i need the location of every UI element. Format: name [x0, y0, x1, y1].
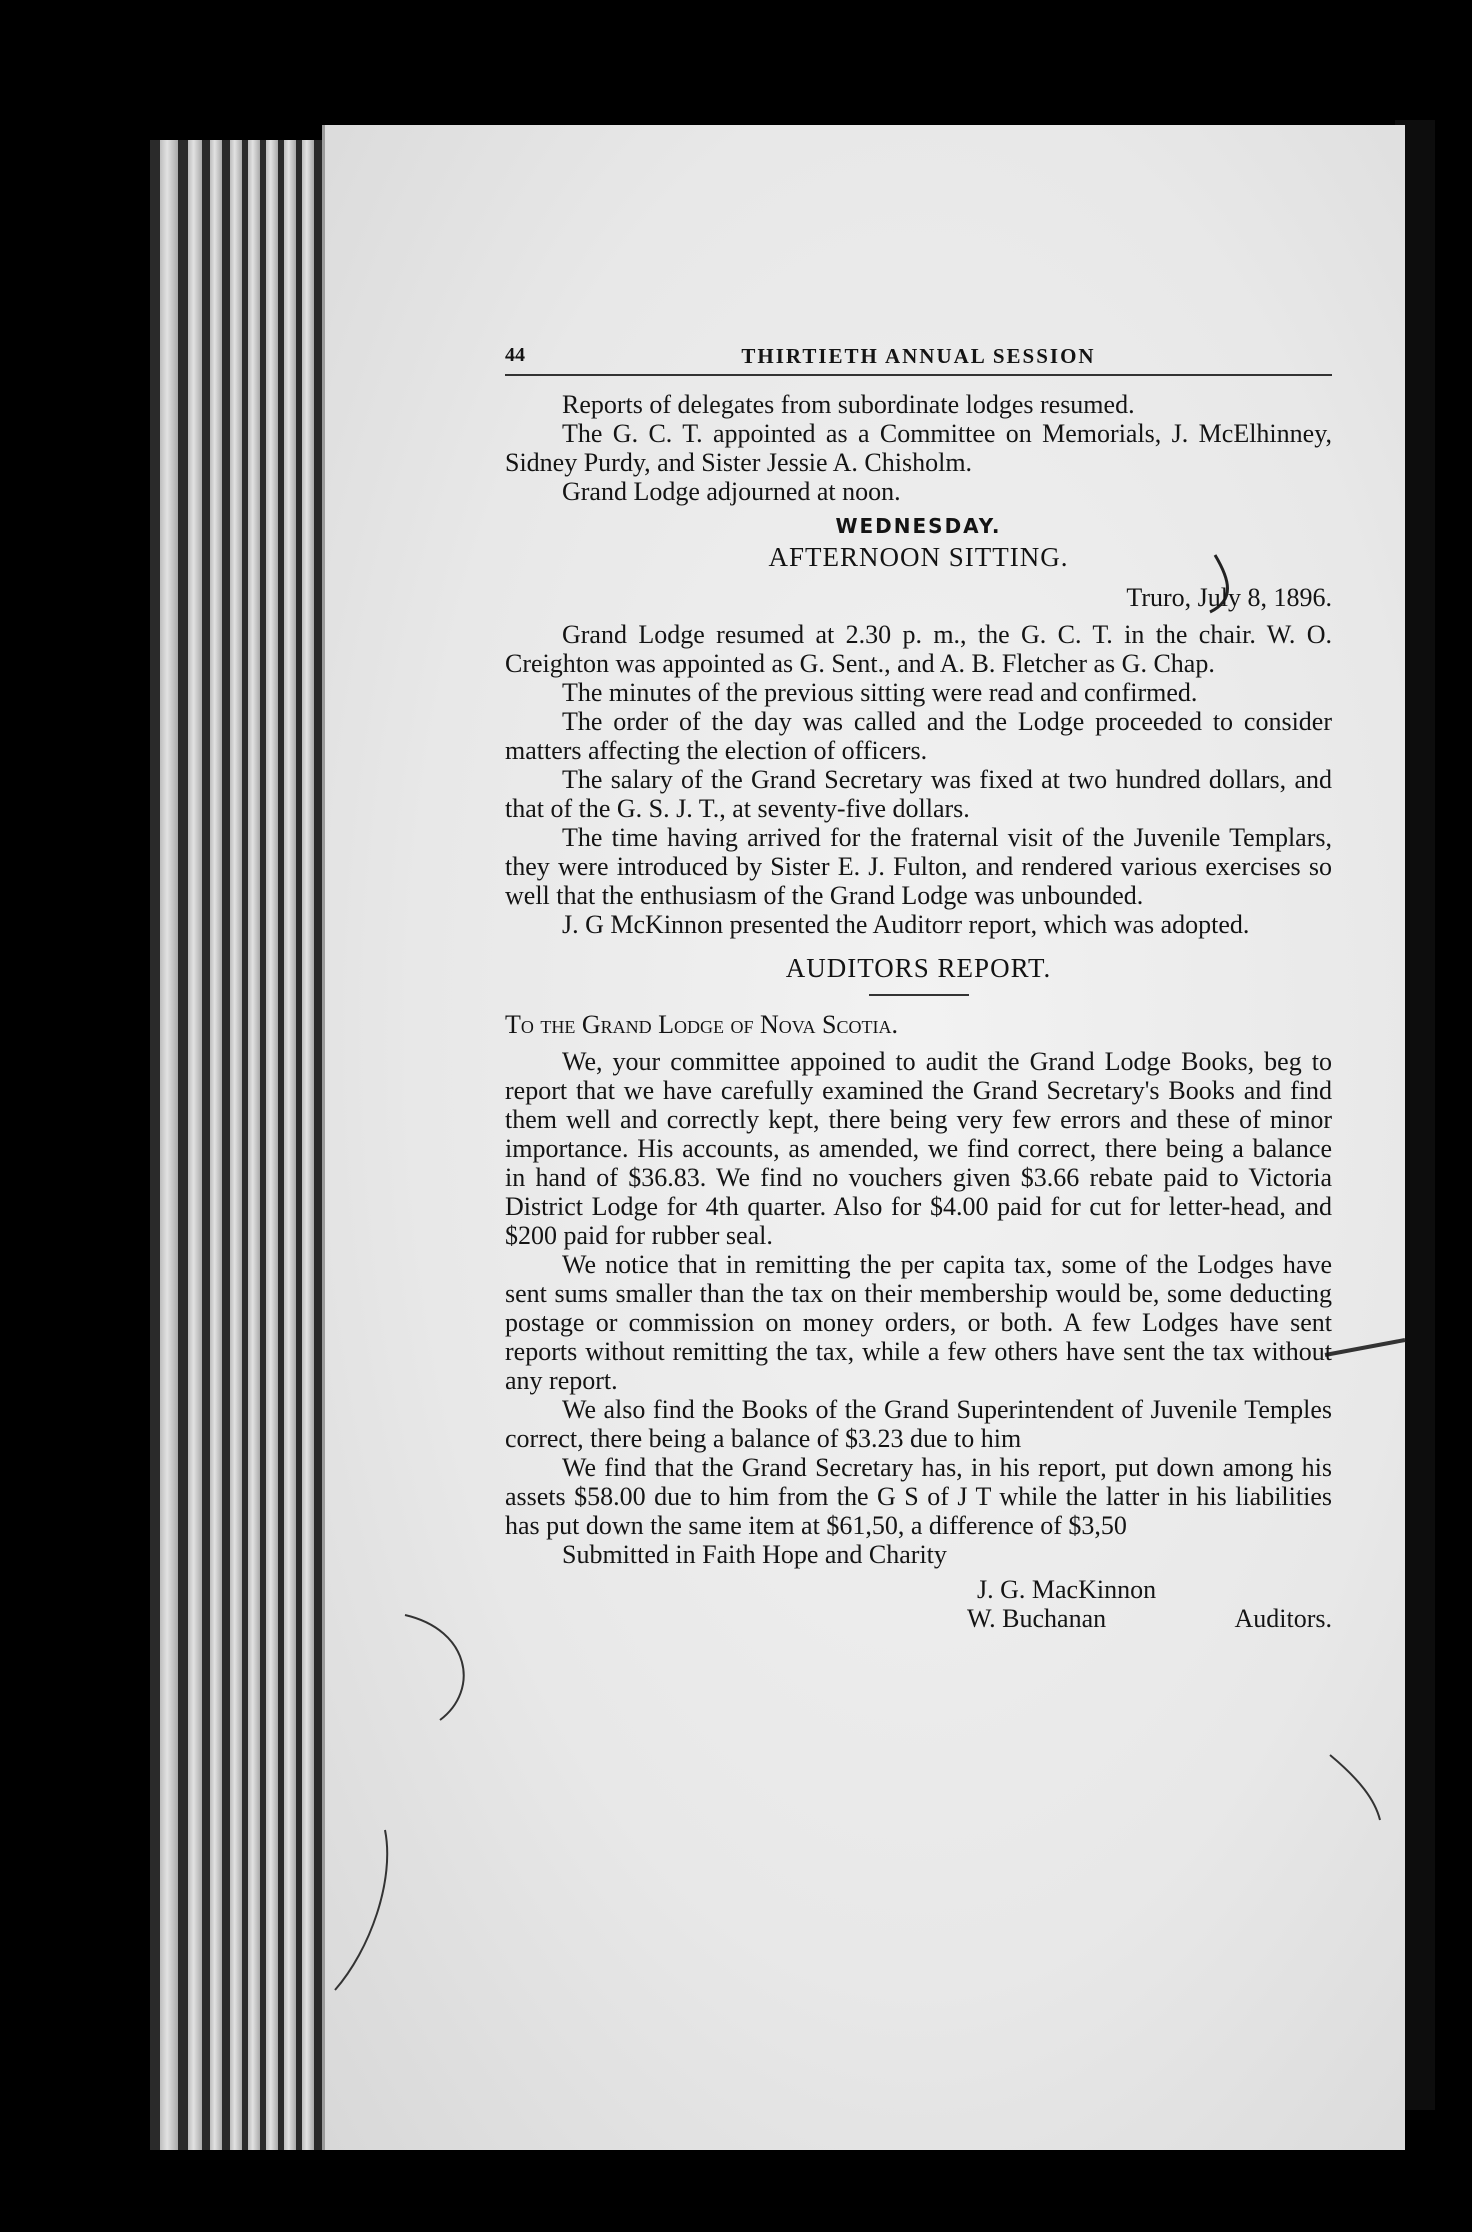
- paragraph: Grand Lodge resumed at 2.30 p. m., the G. C. T. in the chair. W. O. Creighton was appointed as G. Sent., and A. B. Fletcher as G. Chap.: [505, 620, 1332, 678]
- paragraph: Grand Lodge adjourned at noon.: [562, 477, 901, 506]
- report-heading: AUDITORS REPORT.: [785, 953, 1052, 983]
- signatory-name: J. G. MacKinnon: [977, 1575, 1157, 1604]
- sitting-heading: AFTERNOON SITTING.: [768, 542, 1069, 572]
- closing-line: Submitted in Faith Hope and Charity: [562, 1540, 947, 1569]
- paragraph: The G. C. T. appointed as a Committee on Memorials, J. McElhinney, Sidney Purdy, and Sister Jessie A. Chisholm.: [505, 419, 1332, 477]
- dateline: Truro, July 8, 1896.: [1126, 583, 1332, 612]
- paragraph: Reports of delegates from subordinate lodges resumed.: [562, 390, 1135, 419]
- report-paragraph: We, your committee appoined to audit the Grand Lodge Books, beg to report that we have carefully examined the Grand Secretary's Books and find them well and correctly kept, there being very few errors and these of minor importance. His accounts, as amended, we find correct, there being a balance in hand of $36.83. We find no vouchers given $3.66 rebate paid to Victoria District Lodge for 4th quarter. Also for $4.00 paid for cut for letter-head, and $200 paid for rubber seal.: [505, 1047, 1332, 1250]
- signatory-name: W. Buchanan: [967, 1604, 1107, 1633]
- signature-block: [505, 1575, 1332, 1635]
- paragraph: The minutes of the previous sitting were read and confirmed.: [562, 678, 1198, 707]
- text-column: [505, 340, 1332, 1635]
- divider: [869, 994, 969, 996]
- page-number: 44: [505, 344, 525, 366]
- paragraph: The salary of the Grand Secretary was fixed at two hundred dollars, and that of the G. S. J. T., at seventy-five dollars.: [505, 765, 1332, 823]
- running-head: [505, 340, 1332, 376]
- paragraph: The order of the day was called and the Lodge proceeded to consider matters affecting the election of officers.: [505, 707, 1332, 765]
- report-paragraph: We find that the Grand Secretary has, in his report, put down among his assets $58.00 due to him from the G S of J T while the latter in his liabilities has put down the same item at $61,50, a difference of $3,50: [505, 1453, 1332, 1540]
- paragraph: The time having arrived for the fraternal visit of the Juvenile Templars, they were introduced by Sister E. J. Fulton, and rendered various exercises so well that the enthusiasm of the Grand Lodge was unbounded.: [505, 823, 1332, 910]
- salutation: To the Grand Lodge of Nova Scotia.: [505, 1010, 898, 1039]
- paragraph: J. G McKinnon presented the Auditorr report, which was adopted.: [562, 910, 1250, 939]
- report-paragraph: We notice that in remitting the per capita tax, some of the Lodges have sent sums smaller than the tax on their membership would be, some deducting postage or commission on money orders, or both. A few Lodges have sent reports without remitting the tax, while a few others have sent the tax without any report.: [505, 1250, 1332, 1395]
- signatory-role: Auditors.: [1234, 1604, 1332, 1633]
- running-title: THIRTIETH ANNUAL SESSION: [741, 344, 1096, 368]
- day-heading: WEDNESDAY.: [835, 514, 1002, 538]
- report-paragraph: We also find the Books of the Grand Superintendent of Juvenile Temples correct, there being a balance of $3.23 due to him: [505, 1395, 1332, 1453]
